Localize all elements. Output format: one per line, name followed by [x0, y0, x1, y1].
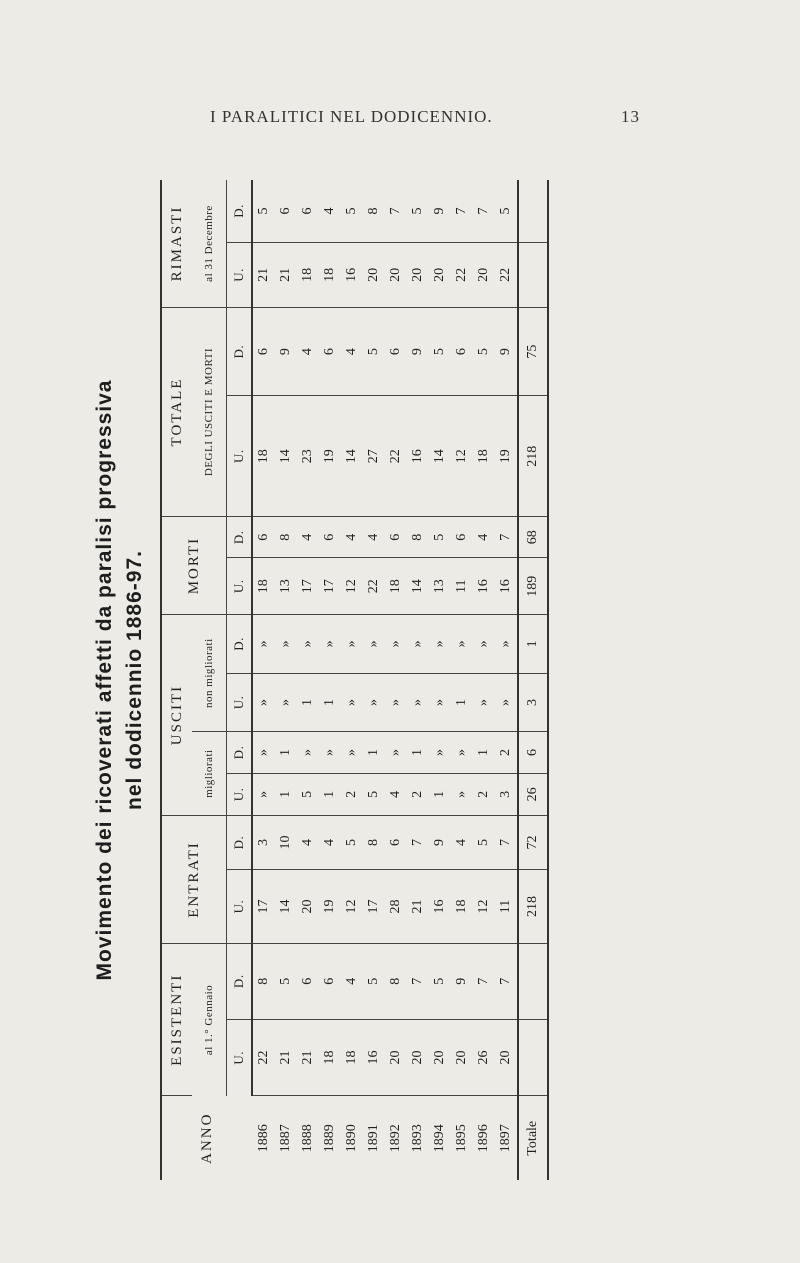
- cell-to-u: 12: [451, 396, 473, 517]
- year-cell: 1890: [344, 1124, 359, 1153]
- cell-ri-d: 6: [275, 180, 297, 242]
- cell-to-d: 6: [319, 307, 341, 395]
- header-morti: MORTI: [161, 517, 227, 615]
- cell-en-d: 7: [495, 816, 518, 870]
- cell-mo-u: 18: [252, 558, 275, 615]
- cell-to-u: 18: [473, 396, 495, 517]
- cell-es-u: 20: [451, 1019, 473, 1096]
- cell-nm-d: »: [495, 615, 518, 674]
- cell-mi-d: »: [341, 732, 363, 774]
- cell-ri-d: 8: [363, 180, 385, 242]
- header-esistenti: ESISTENTI: [161, 943, 192, 1096]
- cell-es-u: 21: [275, 1019, 297, 1096]
- cell-mi-d: »: [319, 732, 341, 774]
- header-esistenti-sub: al 1.° Gennaio: [203, 984, 215, 1056]
- cell-en-d: 5: [473, 816, 495, 870]
- cell-mi-d: 2: [495, 732, 518, 774]
- cell-es-d: 6: [319, 943, 341, 1019]
- cell-to-d: 9: [495, 307, 518, 395]
- table-row: [341, 180, 363, 1180]
- cell-ri-u: 22: [451, 242, 473, 307]
- cell-ri-u: 18: [297, 242, 319, 307]
- cell-ri-u: 20: [429, 242, 451, 307]
- cell-en-d: 6: [385, 816, 407, 870]
- header-u: U.: [227, 1019, 253, 1096]
- cell-en-d: 4: [451, 816, 473, 870]
- cell-mo-d: 4: [473, 517, 495, 558]
- cell-mi-u: 5: [297, 773, 319, 815]
- cell-ri-d: 6: [297, 180, 319, 242]
- cell-en-u: 11: [495, 870, 518, 944]
- cell-en-u: 18: [451, 870, 473, 944]
- cell-mo-d: 6: [319, 517, 341, 558]
- cell-mi-d: 1: [407, 732, 429, 774]
- year-cell: 1892: [388, 1124, 403, 1153]
- cell-to-d: 4: [341, 307, 363, 395]
- cell-mo-u: 17: [319, 558, 341, 615]
- cell-es-d: 8: [385, 943, 407, 1019]
- header-d: D.: [227, 732, 253, 774]
- total-label: Totale: [518, 1096, 548, 1180]
- cell-mi-u: »: [451, 773, 473, 815]
- table-row: [252, 180, 275, 1180]
- total-to-d: 75: [518, 307, 548, 395]
- cell-mo-u: 17: [297, 558, 319, 615]
- cell-nm-d: »: [252, 615, 275, 674]
- cell-nm-u: 1: [451, 673, 473, 732]
- cell-en-u: 19: [319, 870, 341, 944]
- cell-ri-d: 5: [495, 180, 518, 242]
- cell-mo-u: 13: [429, 558, 451, 615]
- cell-mi-u: 2: [407, 773, 429, 815]
- cell-mi-u: »: [252, 773, 275, 815]
- cell-ri-u: 18: [319, 242, 341, 307]
- cell-nm-u: 1: [297, 673, 319, 732]
- cell-mo-d: 5: [429, 517, 451, 558]
- table-row: [319, 180, 341, 1180]
- header-migliorati: migliorati: [192, 732, 227, 816]
- cell-es-d: 7: [473, 943, 495, 1019]
- total-ri-d: [518, 180, 548, 242]
- cell-to-d: 4: [297, 307, 319, 395]
- header-u: U.: [227, 242, 253, 307]
- total-nm-u: 3: [518, 673, 548, 732]
- year-cell: 1893: [410, 1124, 425, 1153]
- cell-ri-d: 7: [451, 180, 473, 242]
- cell-mi-d: 1: [275, 732, 297, 774]
- cell-en-u: 12: [473, 870, 495, 944]
- cell-mo-u: 22: [363, 558, 385, 615]
- cell-mo-d: 6: [252, 517, 275, 558]
- cell-to-d: 9: [275, 307, 297, 395]
- cell-es-u: 20: [495, 1019, 518, 1096]
- cell-nm-u: »: [385, 673, 407, 732]
- table-title: Movimento dei ricoverati affetti da paralisi progressiva: [93, 379, 116, 981]
- cell-ri-u: 20: [407, 242, 429, 307]
- header-non-migliorati: non migliorati: [192, 615, 227, 732]
- cell-en-u: 28: [385, 870, 407, 944]
- cell-mo-d: 4: [297, 517, 319, 558]
- year-cell: 1888: [300, 1124, 315, 1153]
- cell-es-u: 20: [429, 1019, 451, 1096]
- cell-mi-u: 4: [385, 773, 407, 815]
- header-anno: ANNO: [198, 1112, 215, 1164]
- cell-ri-u: 21: [252, 242, 275, 307]
- header-usciti: USCITI: [161, 615, 192, 816]
- cell-en-u: 20: [297, 870, 319, 944]
- cell-nm-d: »: [451, 615, 473, 674]
- cell-mo-d: 4: [363, 517, 385, 558]
- cell-nm-d: »: [275, 615, 297, 674]
- header-d: D.: [227, 180, 253, 242]
- table-row: [297, 180, 319, 1180]
- cell-en-d: 3: [252, 816, 275, 870]
- total-en-d: 72: [518, 816, 548, 870]
- year-cell: 1891: [366, 1124, 381, 1153]
- cell-to-u: 14: [341, 396, 363, 517]
- cell-nm-u: »: [341, 673, 363, 732]
- cell-nm-d: »: [319, 615, 341, 674]
- cell-es-d: 5: [363, 943, 385, 1019]
- cell-to-d: 5: [429, 307, 451, 395]
- cell-es-d: 7: [407, 943, 429, 1019]
- total-es-d: [518, 943, 548, 1019]
- table-row: [385, 180, 407, 1180]
- cell-es-d: 6: [297, 943, 319, 1019]
- year-cell: 1896: [476, 1124, 491, 1153]
- cell-es-u: 21: [297, 1019, 319, 1096]
- cell-ri-d: 7: [385, 180, 407, 242]
- cell-mo-d: 6: [385, 517, 407, 558]
- cell-ri-d: 5: [407, 180, 429, 242]
- header-d: D.: [227, 517, 253, 558]
- cell-mi-u: 2: [473, 773, 495, 815]
- cell-ri-u: 20: [385, 242, 407, 307]
- cell-to-d: 5: [363, 307, 385, 395]
- cell-mi-d: »: [385, 732, 407, 774]
- cell-nm-d: »: [473, 615, 495, 674]
- total-nm-d: 1: [518, 615, 548, 674]
- header-u: U.: [227, 558, 253, 615]
- cell-es-d: 5: [275, 943, 297, 1019]
- cell-ri-u: 20: [363, 242, 385, 307]
- cell-nm-u: »: [252, 673, 275, 732]
- cell-mi-d: »: [429, 732, 451, 774]
- cell-nm-d: »: [407, 615, 429, 674]
- cell-nm-u: »: [473, 673, 495, 732]
- header-d: D.: [227, 307, 253, 395]
- cell-to-d: 6: [252, 307, 275, 395]
- header-u: U.: [227, 673, 253, 732]
- cell-mo-u: 16: [473, 558, 495, 615]
- cell-mi-d: »: [297, 732, 319, 774]
- cell-to-u: 14: [275, 396, 297, 517]
- year-cell: 1889: [322, 1124, 337, 1153]
- cell-to-u: 18: [252, 396, 275, 517]
- running-head: [210, 107, 640, 127]
- cell-mo-u: 14: [407, 558, 429, 615]
- cell-mo-d: 8: [275, 517, 297, 558]
- cell-ri-u: 20: [473, 242, 495, 307]
- cell-en-u: 21: [407, 870, 429, 944]
- cell-en-d: 9: [429, 816, 451, 870]
- header-totale: TOTALE: [161, 307, 192, 516]
- cell-es-u: 22: [252, 1019, 275, 1096]
- cell-nm-d: »: [429, 615, 451, 674]
- cell-to-u: 19: [495, 396, 518, 517]
- cell-mo-u: 16: [495, 558, 518, 615]
- cell-mo-u: 12: [341, 558, 363, 615]
- total-ri-u: [518, 242, 548, 307]
- header-rimasti-sub: al 31 Decembre: [192, 180, 227, 307]
- cell-mi-u: 3: [495, 773, 518, 815]
- cell-en-d: 7: [407, 816, 429, 870]
- cell-nm-d: »: [385, 615, 407, 674]
- table-row: [275, 180, 297, 1180]
- cell-nm-u: »: [407, 673, 429, 732]
- cell-en-u: 17: [252, 870, 275, 944]
- cell-to-u: 27: [363, 396, 385, 517]
- cell-mo-u: 18: [385, 558, 407, 615]
- cell-mi-d: »: [451, 732, 473, 774]
- cell-nm-d: »: [341, 615, 363, 674]
- cell-es-d: 9: [451, 943, 473, 1019]
- cell-mi-u: 1: [275, 773, 297, 815]
- cell-mo-d: 8: [407, 517, 429, 558]
- cell-nm-u: »: [429, 673, 451, 732]
- table-row: [473, 180, 495, 1180]
- total-mo-d: 68: [518, 517, 548, 558]
- cell-mo-d: 7: [495, 517, 518, 558]
- header-u: U.: [227, 396, 253, 517]
- cell-to-d: 6: [385, 307, 407, 395]
- cell-mi-u: 1: [429, 773, 451, 815]
- cell-nm-u: »: [275, 673, 297, 732]
- table-row: [407, 180, 429, 1180]
- cell-ri-u: 22: [495, 242, 518, 307]
- cell-en-d: 10: [275, 816, 297, 870]
- cell-en-u: 14: [275, 870, 297, 944]
- table-row: [451, 180, 473, 1180]
- cell-es-d: 4: [341, 943, 363, 1019]
- cell-ri-d: 5: [252, 180, 275, 242]
- cell-to-u: 14: [429, 396, 451, 517]
- cell-en-d: 5: [341, 816, 363, 870]
- cell-es-u: 20: [385, 1019, 407, 1096]
- cell-nm-u: »: [363, 673, 385, 732]
- cell-to-u: 22: [385, 396, 407, 517]
- header-totale-sub: DEGLI USCITI E MORTI: [192, 307, 227, 516]
- cell-to-u: 16: [407, 396, 429, 517]
- total-mi-u: 26: [518, 773, 548, 815]
- cell-es-u: 26: [473, 1019, 495, 1096]
- header-rimasti: RIMASTI: [161, 180, 192, 307]
- cell-to-d: 9: [407, 307, 429, 395]
- cell-mo-d: 6: [451, 517, 473, 558]
- year-cell: 1895: [454, 1124, 469, 1153]
- cell-ri-u: 21: [275, 242, 297, 307]
- year-cell: 1897: [498, 1124, 513, 1153]
- cell-mi-d: 1: [473, 732, 495, 774]
- cell-es-u: 18: [319, 1019, 341, 1096]
- cell-nm-u: 1: [319, 673, 341, 732]
- cell-en-d: 4: [297, 816, 319, 870]
- cell-ri-d: 4: [319, 180, 341, 242]
- cell-mo-u: 11: [451, 558, 473, 615]
- cell-es-u: 18: [341, 1019, 363, 1096]
- cell-en-u: 17: [363, 870, 385, 944]
- cell-nm-u: »: [495, 673, 518, 732]
- cell-nm-d: »: [297, 615, 319, 674]
- header-d: D.: [227, 943, 253, 1019]
- cell-en-u: 16: [429, 870, 451, 944]
- cell-mi-u: 1: [319, 773, 341, 815]
- table-row: [363, 180, 385, 1180]
- cell-es-d: 8: [252, 943, 275, 1019]
- running-head-title: I PARALITICI NEL DODICENNIO.: [210, 107, 493, 126]
- cell-es-d: 7: [495, 943, 518, 1019]
- total-mo-u: 189: [518, 558, 548, 615]
- cell-ri-d: 5: [341, 180, 363, 242]
- cell-mo-u: 13: [275, 558, 297, 615]
- table-subtitle: nel dodicennio 1886-97.: [123, 550, 146, 810]
- movement-table: [160, 180, 549, 1180]
- cell-to-d: 6: [451, 307, 473, 395]
- header-d: D.: [227, 615, 253, 674]
- cell-mi-d: »: [252, 732, 275, 774]
- total-to-u: 218: [518, 396, 548, 517]
- cell-mi-d: 1: [363, 732, 385, 774]
- header-d: D.: [227, 816, 253, 870]
- cell-es-u: 16: [363, 1019, 385, 1096]
- year-cell: 1894: [432, 1124, 447, 1153]
- cell-es-u: 20: [407, 1019, 429, 1096]
- cell-en-u: 12: [341, 870, 363, 944]
- header-entrati: ENTRATI: [161, 816, 227, 944]
- cell-mi-u: 5: [363, 773, 385, 815]
- cell-en-d: 4: [319, 816, 341, 870]
- header-u: U.: [227, 773, 253, 815]
- year-cell: 1886: [255, 1124, 271, 1153]
- cell-mo-d: 4: [341, 517, 363, 558]
- header-u: U.: [227, 870, 253, 944]
- table-row: [429, 180, 451, 1180]
- total-mi-d: 6: [518, 732, 548, 774]
- total-en-u: 218: [518, 870, 548, 944]
- rotated-table-block: [90, 180, 650, 1180]
- cell-to-u: 19: [319, 396, 341, 517]
- cell-ri-d: 7: [473, 180, 495, 242]
- total-row: [518, 180, 548, 1180]
- table-row: [495, 180, 518, 1180]
- cell-to-u: 23: [297, 396, 319, 517]
- year-cell: 1887: [278, 1124, 293, 1153]
- cell-nm-d: »: [363, 615, 385, 674]
- total-es-u: [518, 1019, 548, 1096]
- cell-ri-u: 16: [341, 242, 363, 307]
- cell-to-d: 5: [473, 307, 495, 395]
- page-number: 13: [621, 107, 640, 126]
- cell-ri-d: 9: [429, 180, 451, 242]
- cell-es-d: 5: [429, 943, 451, 1019]
- cell-en-d: 8: [363, 816, 385, 870]
- cell-mi-u: 2: [341, 773, 363, 815]
